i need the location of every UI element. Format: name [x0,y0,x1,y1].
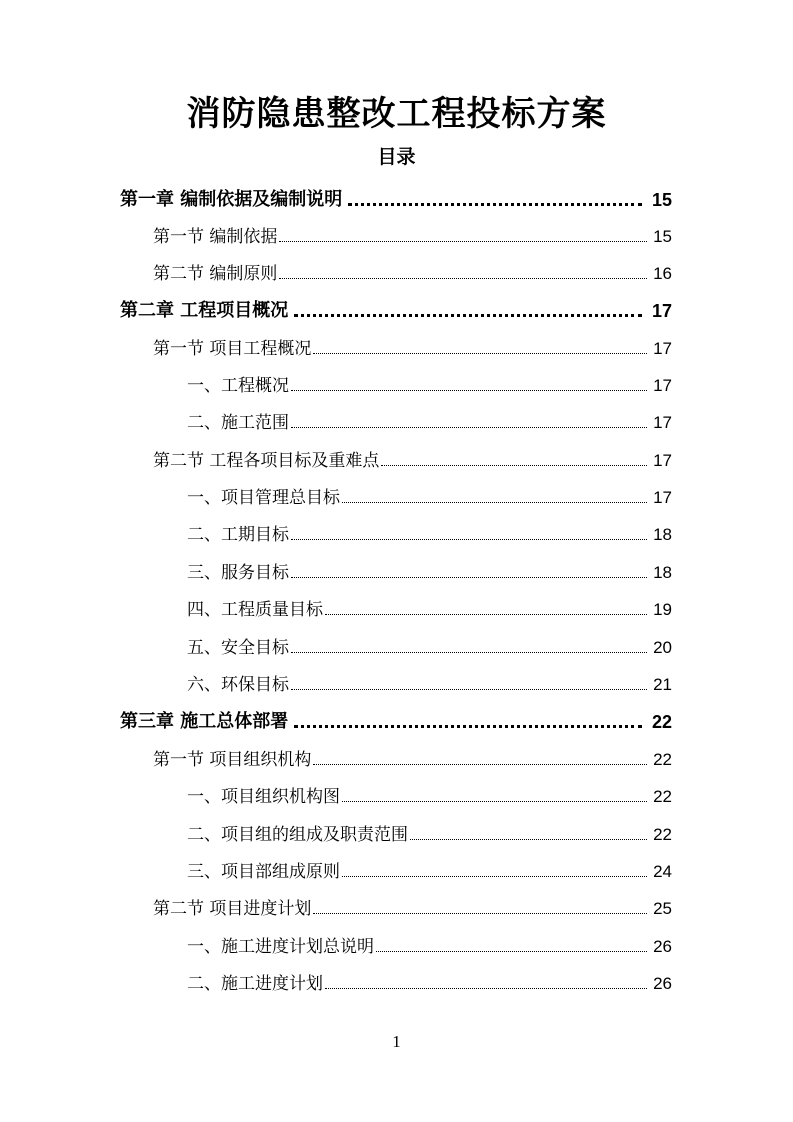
dot-leader [294,304,642,317]
toc-entry-page: 15 [653,227,672,246]
toc-entry-item[interactable] [187,555,672,587]
toc-entry-item[interactable] [187,854,672,886]
dot-leader [291,679,647,690]
toc-entry-label: 六、环保目标 [187,675,289,695]
toc-entry-section[interactable] [153,256,672,288]
dot-leader [294,715,642,728]
toc-entry-item[interactable] [187,779,672,811]
toc-entry-section[interactable] [153,331,672,363]
toc-entry-page: 16 [653,264,672,283]
toc-entry-label: 第三章 施工总体部署 [120,711,289,732]
toc-entry-label: 二、施工进度计划 [187,974,323,994]
toc-entry-section[interactable] [153,443,672,475]
toc-entry-page: 24 [653,862,672,881]
toc-entry-item[interactable] [187,368,672,400]
toc-entry-label: 二、工期目标 [187,525,289,545]
toc-entry-label: 第二章 工程项目概况 [120,300,289,321]
toc-entry-label: 五、安全目标 [187,638,289,658]
dot-leader [291,567,647,578]
dot-leader [376,941,647,952]
toc-entry-label: 四、工程质量目标 [187,600,323,620]
dot-leader [348,193,642,206]
toc-entry-item[interactable] [187,630,672,662]
toc-entry-label: 第一节 编制依据 [153,227,278,247]
toc-entry-section[interactable] [153,891,672,923]
toc-entry-page: 26 [653,937,672,956]
toc-entry-label: 第一章 编制依据及编制说明 [120,189,343,210]
toc-entry-label: 二、项目组的组成及职责范围 [187,825,408,845]
toc-entry-page: 22 [653,787,672,806]
toc-entry-chapter[interactable] [120,704,672,736]
toc-entry-label: 第一节 项目工程概况 [153,339,312,359]
dot-leader [325,978,647,989]
toc-entry-label: 第二节 项目进度计划 [153,899,312,919]
toc-entry-item[interactable] [187,667,672,699]
toc-entry-item[interactable] [187,817,672,849]
dot-leader [381,455,647,466]
dot-leader [313,903,647,914]
dot-leader [410,829,647,840]
page-number: 1 [392,1032,401,1051]
toc-entry-label: 第二节 编制原则 [153,264,278,284]
toc-entry-label: 第一节 项目组织机构 [153,750,312,770]
dot-leader [325,604,647,615]
toc-entry-item[interactable] [187,480,672,512]
toc-entry-section[interactable] [153,742,672,774]
toc-entry-page: 17 [653,488,672,507]
toc-entry-page: 17 [653,413,672,432]
dot-leader [313,343,647,354]
toc-entry-chapter[interactable] [120,293,672,325]
dot-leader [291,417,647,428]
toc-entry-page: 17 [653,376,672,395]
toc-entry-label: 三、项目部组成原则 [187,862,340,882]
toc-entry-page: 22 [653,825,672,844]
toc-entry-label: 一、项目管理总目标 [187,488,340,508]
toc-entry-item[interactable] [187,405,672,437]
document-title: 消防隐患整改工程投标方案 [186,94,607,134]
toc-entry-label: 一、项目组织机构图 [187,787,340,807]
toc-entry-page: 15 [651,190,672,210]
dot-leader [342,492,647,503]
toc-entry-page: 25 [653,899,672,918]
toc-entry-page: 18 [653,525,672,544]
toc-entry-page: 22 [653,750,672,769]
toc-entry-page: 19 [653,600,672,619]
toc-entry-page: 21 [653,675,672,694]
dot-leader [342,791,647,802]
toc-entry-label: 第二节 工程各项目标及重难点 [153,451,380,471]
dot-leader [291,642,647,653]
toc-entry-page: 26 [653,974,672,993]
dot-leader [291,529,647,540]
toc-entry-chapter[interactable] [120,182,672,214]
toc-entry-page: 17 [651,301,672,321]
toc-entry-item[interactable] [187,517,672,549]
toc-entry-page: 17 [653,339,672,358]
toc-entry-label: 二、施工范围 [187,413,289,433]
toc-entry-label: 一、施工进度计划总说明 [187,937,374,957]
toc-entry-item[interactable] [187,966,672,998]
toc-entry-item[interactable] [187,592,672,624]
toc-entry-section[interactable] [153,219,672,251]
dot-leader [279,231,647,242]
toc-entry-item[interactable] [187,929,672,961]
toc-entry-page: 20 [653,638,672,657]
dot-leader [291,380,647,391]
toc-entry-label: 一、工程概况 [187,376,289,396]
toc-entry-page: 18 [653,563,672,582]
dot-leader [279,268,647,279]
toc-heading: 目录 [377,146,416,168]
toc-entry-page: 17 [653,451,672,470]
dot-leader [342,866,647,877]
toc-entry-page: 22 [651,712,672,732]
dot-leader [313,754,647,765]
toc-entry-label: 三、服务目标 [187,563,289,583]
